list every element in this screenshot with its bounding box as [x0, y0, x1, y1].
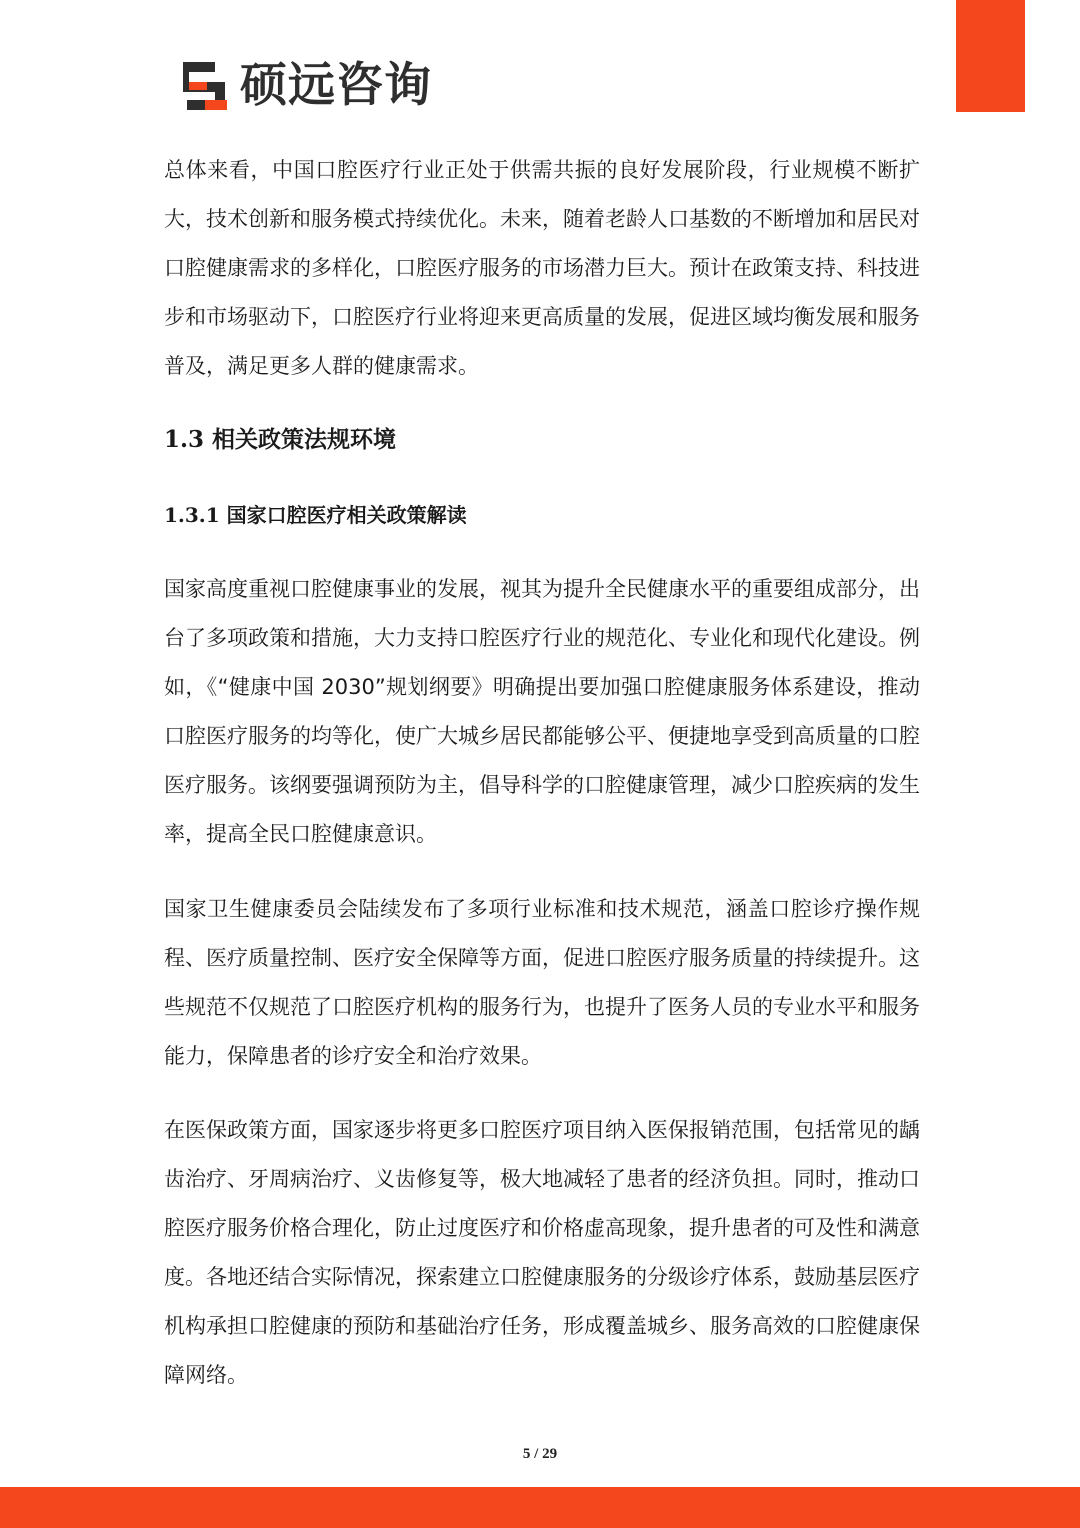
brand-logo — [175, 56, 432, 116]
brand-logo-icon — [175, 60, 228, 112]
brand-name: 硕远咨询 — [240, 58, 432, 113]
policy-paragraph: 在医保政策方面，国家逐步将更多口腔医疗项目纳入医保报销范围，包括常见的龋齿治疗、牙周病治疗、义齿修复等，极大地减轻了患者的经济负担。同时，推动口腔医疗服务价格合理化，防止过度医疗和价格虚高现象，提升患者的可及性和满意度。各地还结合实际情况，探索建立口腔健康服务的分级诊疗体系，鼓励基层医疗机构承担口腔健康的预防和基础治疗任务，形成覆盖城乡、服务高效的口腔健康保障网络。 — [164, 1118, 920, 1387]
intro-paragraph: 总体来看，中国口腔医疗行业正处于供需共振的良好发展阶段，行业规模不断扩大，技术创新和服务模式持续优化。未来，随着老龄人口基数的不断增加和居民对口腔健康需求的多样化，口腔医疗服务的市场潜力巨大。预计在政策支持、科技进步和市场驱动下，口腔医疗行业将迎来更高质量的发展，促进区域均衡发展和服务普及，满足更多人群的健康需求。 — [164, 158, 920, 378]
policy-paragraph: 国家高度重视口腔健康事业的发展，视其为提升全民健康水平的重要组成部分，出台了多项政策和措施，大力支持口腔医疗行业的规范化、专业化和现代化建设。例如，《“健康中国 2030”规划纲要》明确提出要加强口腔健康服务体系建设，推动口腔医疗服务的均等化，使广大城乡居民都能够公平、便捷地享受到高质量的口腔医疗服务。该纲要强调预防为主，倡导科学的口腔健康管理，减少口腔疾病的发生率，提高全民口腔健康意识。 — [164, 577, 920, 846]
subsection-heading: 1.3.1 国家口腔医疗相关政策解读 — [164, 503, 467, 527]
section-heading: 1.3 相关政策法规环境 — [164, 426, 397, 453]
policy-paragraph: 国家卫生健康委员会陆续发布了多项行业标准和技术规范，涵盖口腔诊疗操作规程、医疗质量控制、医疗安全保障等方面，促进口腔医疗服务质量的持续提升。这些规范不仅规范了口腔医疗机构的服务行为，也提升了医务人员的专业水平和服务能力，保障患者的诊疗安全和治疗效果。 — [164, 897, 920, 1068]
policy-paragraph-1-block — [164, 565, 920, 859]
bottom-accent-bar — [0, 1487, 1080, 1528]
intro-block — [164, 146, 920, 391]
policy-paragraph-2-block — [164, 885, 920, 1081]
top-accent-tab — [956, 0, 1025, 112]
page-number: 5 / 29 — [522, 1446, 558, 1462]
policy-paragraph-3-block — [164, 1106, 920, 1400]
